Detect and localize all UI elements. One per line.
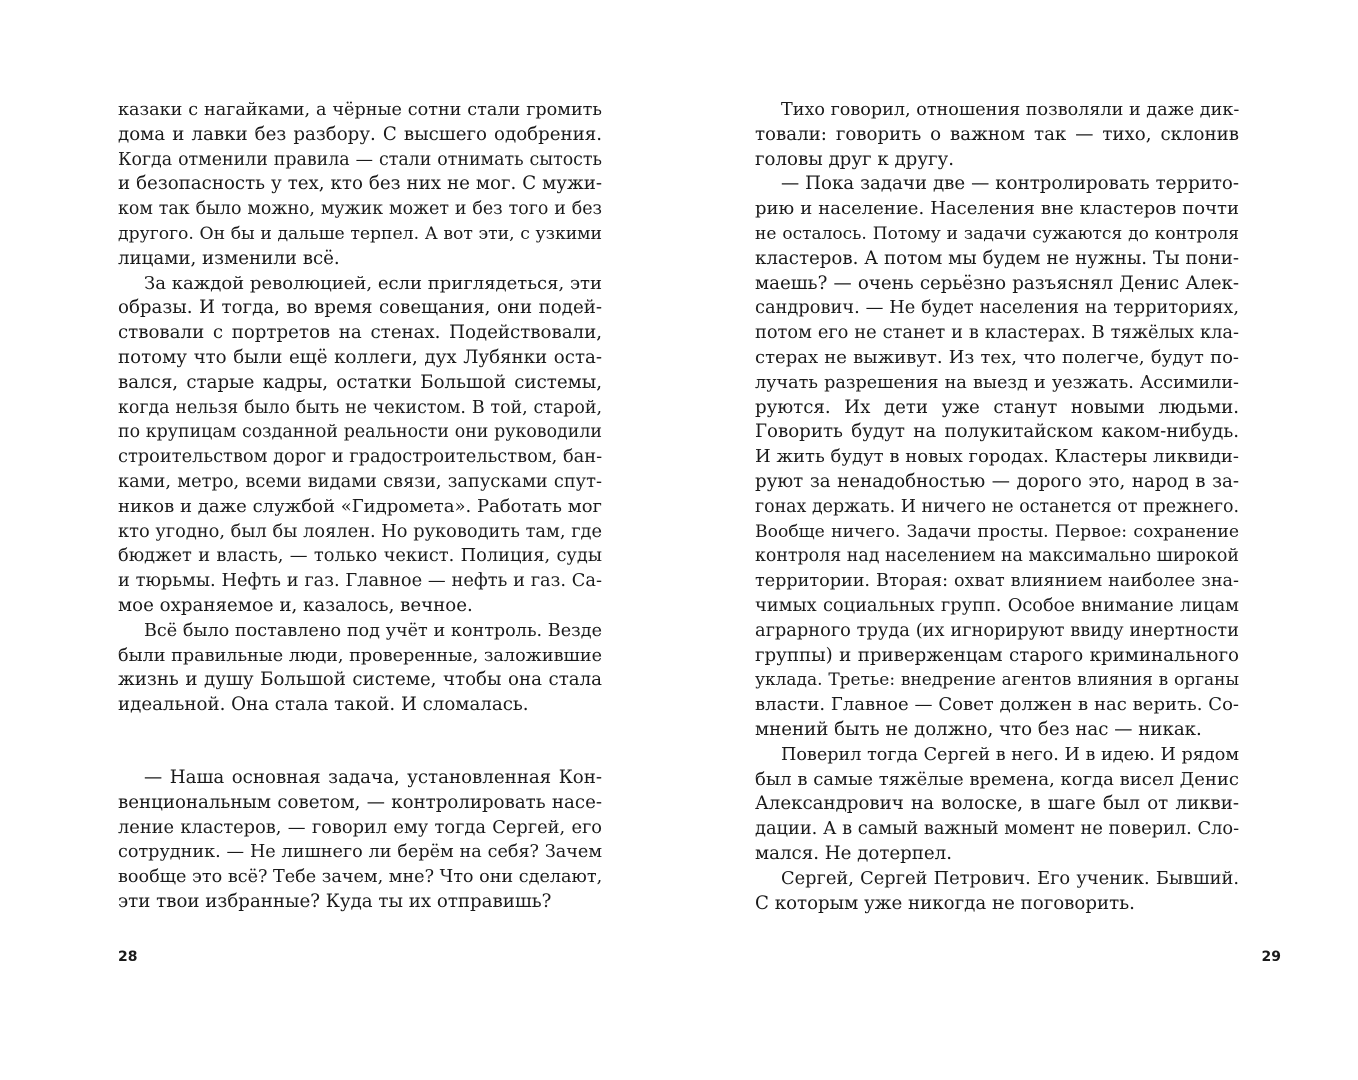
text-line: идеальной. Она стала такой. И сломалась. — [118, 694, 529, 716]
text-line: Когда отменили правила — стали отнимать сытость — [118, 149, 602, 170]
text-line: власти. Главное — Совет должен в нас верить. Со- — [755, 694, 1239, 716]
text-line: строительством дорог и градостроительством, бан- — [118, 446, 603, 468]
text-line: не осталось. Потому и задачи сужаются до контроля — [755, 223, 1239, 244]
text-line: лицами, изменили всё. — [118, 247, 340, 269]
text-line: ление кластеров, — говорил ему тогда Сергей, его — [118, 816, 602, 838]
text-line: были правильные люди, проверенные, заложившие — [118, 645, 602, 666]
section-break — [118, 718, 602, 766]
text-line: другого. Он бы и дальше терпел. А вот эти, с узкими — [118, 223, 602, 244]
text-line: Тихо говорил, отношения позволяли и даже дик- — [781, 100, 1240, 120]
text-line: лучать разрешения на выезд и уезжать. Ассимили- — [755, 372, 1239, 393]
text-line: ком так было можно, мужик может и без того и без — [118, 199, 602, 220]
text-line: руются. Их дети уже станут новыми людьми. — [755, 396, 1239, 418]
text-line: по крупицам созданной реальности они руководили — [118, 422, 602, 443]
text-line: контроля над населением на максимально широкой — [755, 546, 1239, 567]
text-line: был в самые тяжёлые времена, когда висел Денис — [755, 768, 1239, 790]
text-line: территории. Вторая: охват влиянием наиболее зна- — [755, 571, 1239, 592]
text-line: Вообще ничего. Задачи просты. Первое: сохранение — [755, 521, 1239, 542]
text-line: мнений быть не должно, что без нас — никак. — [755, 718, 1202, 740]
text-line: сандрович. — Не будет населения на территориях, — [755, 297, 1239, 319]
text-line: и тюрьмы. Нефть и газ. Главное — нефть и газ. Са- — [118, 570, 602, 592]
text-line: товали: говорить о важном так — тихо, склонив — [755, 123, 1239, 145]
text-line: потом его не станет и в кластерах. В тяжёлых кла- — [755, 322, 1239, 344]
text-line: стерах не выживут. Из тех, что полегче, будут по- — [755, 346, 1239, 368]
text-line: жизнь и душу Большой системе, чтобы она стала — [118, 669, 602, 691]
right-page-number: 29 — [1261, 949, 1281, 965]
text-line: головы друг к другу. — [755, 148, 955, 170]
text-line: казаки с нагайками, а чёрные сотни стали громить — [118, 100, 602, 120]
text-line: сотрудник. — Не лишнего ли берём на себя? Зачем — [118, 842, 602, 863]
text-line: маешь? — очень серьёзно разъяснял Денис Алек- — [755, 272, 1239, 294]
text-line: венциональным советом, — контролировать насе- — [118, 791, 602, 813]
text-line: Говорить будут на полукитайском каком-нибудь. — [755, 421, 1239, 443]
text-line: Александрович на волоске, в шаге был от ликви- — [755, 793, 1239, 815]
text-line: рию и население. Населения вне кластеров почти — [755, 198, 1239, 220]
text-line: — Наша основная задача, установленная Кон- — [144, 766, 602, 788]
text-line: мое охраняемое и, казалось, вечное. — [118, 594, 473, 616]
text-line: кто угодно, был бы лоялен. Но руководить там, где — [118, 520, 602, 542]
text-line: Поверил тогда Сергей в него. И в идею. И рядом — [781, 744, 1239, 765]
text-line: дации. А в самый важный момент не поверил. Сло- — [755, 818, 1240, 840]
text-line: бюджет и власть, — только чекист. Полиция, суды — [118, 545, 602, 567]
right-page-text — [755, 98, 1239, 916]
text-line: потому что были ещё коллеги, дух Лубянки оста- — [118, 346, 602, 368]
text-line: эти твои избранные? Куда ты их отправишь? — [118, 890, 552, 912]
text-line: С которым уже никогда не поговорить. — [755, 892, 1135, 914]
text-line: кластеров. А потом мы будем не нужны. Ты пони- — [755, 247, 1239, 269]
text-line: За каждой революцией, если приглядеться, эти — [144, 272, 602, 294]
left-page-number: 28 — [118, 949, 138, 965]
text-line: ками, метро, всеми видами связи, запусками спут- — [118, 470, 602, 492]
text-line: Всё было поставлено под учёт и контроль. Везде — [144, 620, 602, 641]
text-line: И жить будут в новых городах. Кластеры ликвиди- — [755, 446, 1239, 468]
text-line: руют за ненадобностью — дорого это, народ в за- — [755, 470, 1239, 492]
text-line: ников и даже службой «Гидромета». Работать мог — [118, 495, 602, 517]
text-line: чимых социальных групп. Особое внимание лицам — [755, 594, 1239, 616]
text-line: — Пока задачи две — контролировать террито- — [781, 173, 1239, 195]
text-line: группы) и приверженцам старого криминального — [755, 644, 1239, 666]
right-page — [679, 0, 1358, 1080]
text-line: и безопасность у тех, кто без них не мог. С мужи- — [118, 173, 602, 195]
text-line: вообще это всё? Тебе зачем, мне? Что они сделают, — [118, 867, 603, 888]
text-line: уклада. Третье: внедрение агентов влияния в органы — [755, 670, 1239, 691]
text-line: дома и лавки без разбору. С высшего одобрения. — [118, 123, 602, 145]
text-line: вался, старые кадры, остатки Большой системы, — [118, 371, 602, 393]
text-line: аграрного труда (их игнорируют ввиду инертности — [755, 619, 1239, 641]
text-line: когда нельзя было быть не чекистом. В той, старой, — [118, 397, 602, 418]
text-line: образы. И тогда, во время совещания, они подей- — [118, 297, 602, 319]
text-line: ствовали с портретов на стенах. Подействовали, — [118, 322, 602, 344]
text-line: Сергей, Сергей Петрович. Его ученик. Бывший. — [781, 867, 1239, 889]
text-line: гонах держать. И ничего не останется от прежнего. — [755, 496, 1239, 517]
left-page-text — [118, 98, 602, 915]
text-line: мался. Не дотерпел. — [755, 842, 953, 864]
